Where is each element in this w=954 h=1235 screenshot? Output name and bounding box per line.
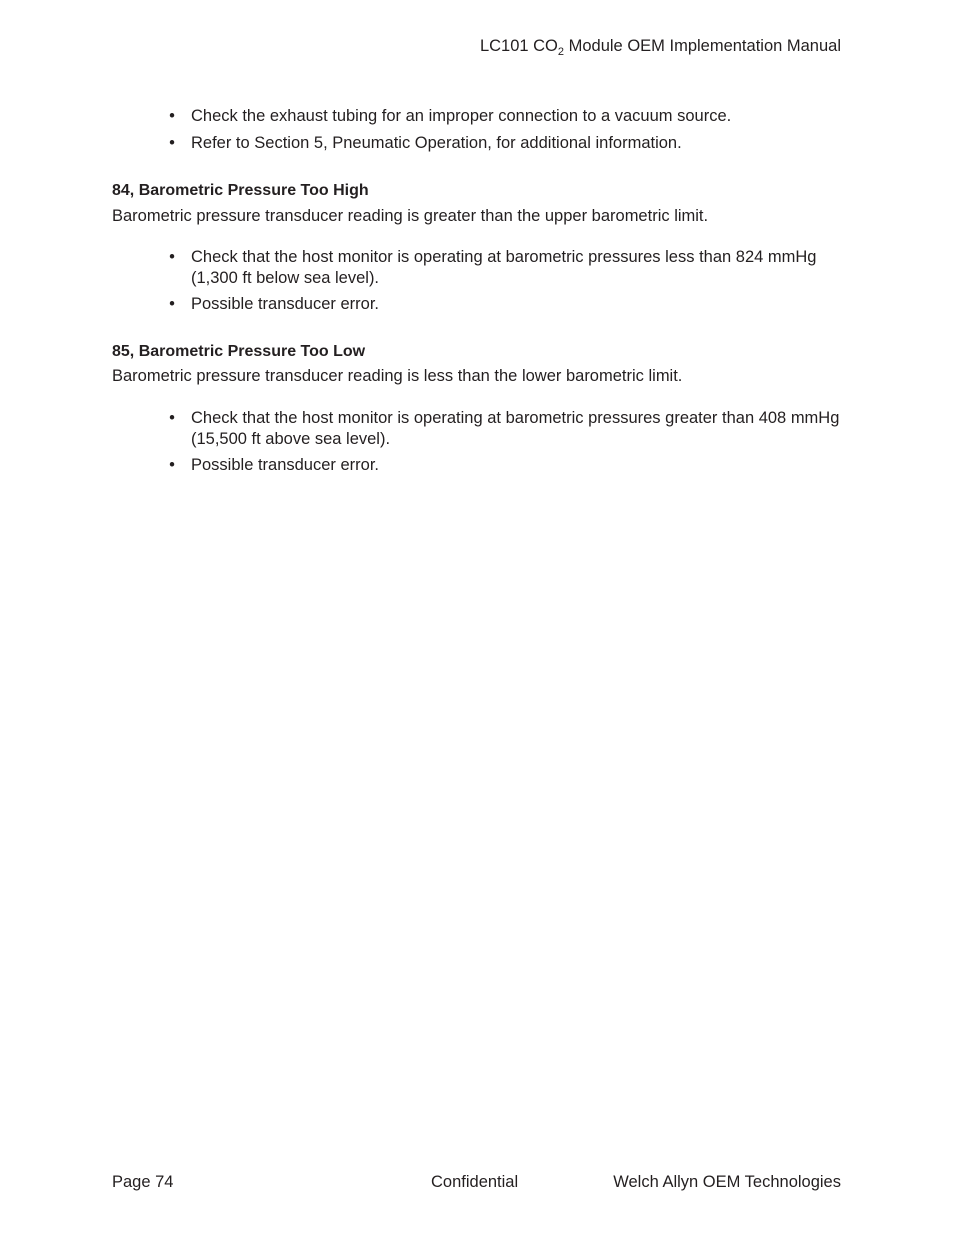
footer-company: Welch Allyn OEM Technologies [613, 1173, 841, 1191]
list-item [165, 133, 845, 154]
footer-classification: Confidential [431, 1173, 519, 1191]
list-item [165, 247, 845, 288]
section-85-bullet-list [165, 408, 845, 482]
bullet-text: Check that the host monitor is operating at barometric pressures greater than 408 mmHg (15,500 ft above sea level). [191, 409, 840, 448]
section-description-85: Barometric pressure transducer reading is less than the lower barometric limit. [112, 367, 683, 385]
list-item [165, 455, 845, 476]
list-item [165, 408, 845, 449]
running-header [480, 37, 841, 56]
bullet-icon: • [169, 409, 175, 427]
bullet-text: Check the exhaust tubing for an improper connection to a vacuum source. [191, 107, 732, 125]
bullet-icon: • [169, 248, 175, 266]
bullet-text: Refer to Section 5, Pneumatic Operation, for additional information. [191, 133, 682, 152]
section-84-bullet-list [165, 247, 845, 321]
list-item [165, 106, 845, 127]
footer-page-number: Page 74 [112, 1173, 174, 1191]
list-item [165, 294, 845, 315]
bullet-icon: • [169, 107, 175, 125]
section-description-84: Barometric pressure transducer reading is greater than the upper barometric limit. [112, 207, 709, 225]
header-title-subscript: 2 [557, 46, 565, 58]
intro-bullet-list [165, 106, 845, 159]
bullet-text: Possible transducer error. [191, 295, 380, 313]
bullet-icon: • [169, 133, 175, 152]
bullet-text: Possible transducer error. [191, 456, 380, 474]
section-heading-84: 84, Barometric Pressure Too High [112, 182, 369, 199]
section-heading-85: 85, Barometric Pressure Too Low [112, 343, 366, 360]
header-title-suffix: Module OEM Implementation Manual [564, 37, 841, 55]
bullet-icon: • [169, 295, 175, 313]
header-title-prefix: LC101 CO [479, 37, 558, 55]
bullet-icon: • [169, 456, 175, 474]
bullet-text: Check that the host monitor is operating at barometric pressures less than 824 mmHg (1,300 ft below sea level). [191, 248, 817, 287]
